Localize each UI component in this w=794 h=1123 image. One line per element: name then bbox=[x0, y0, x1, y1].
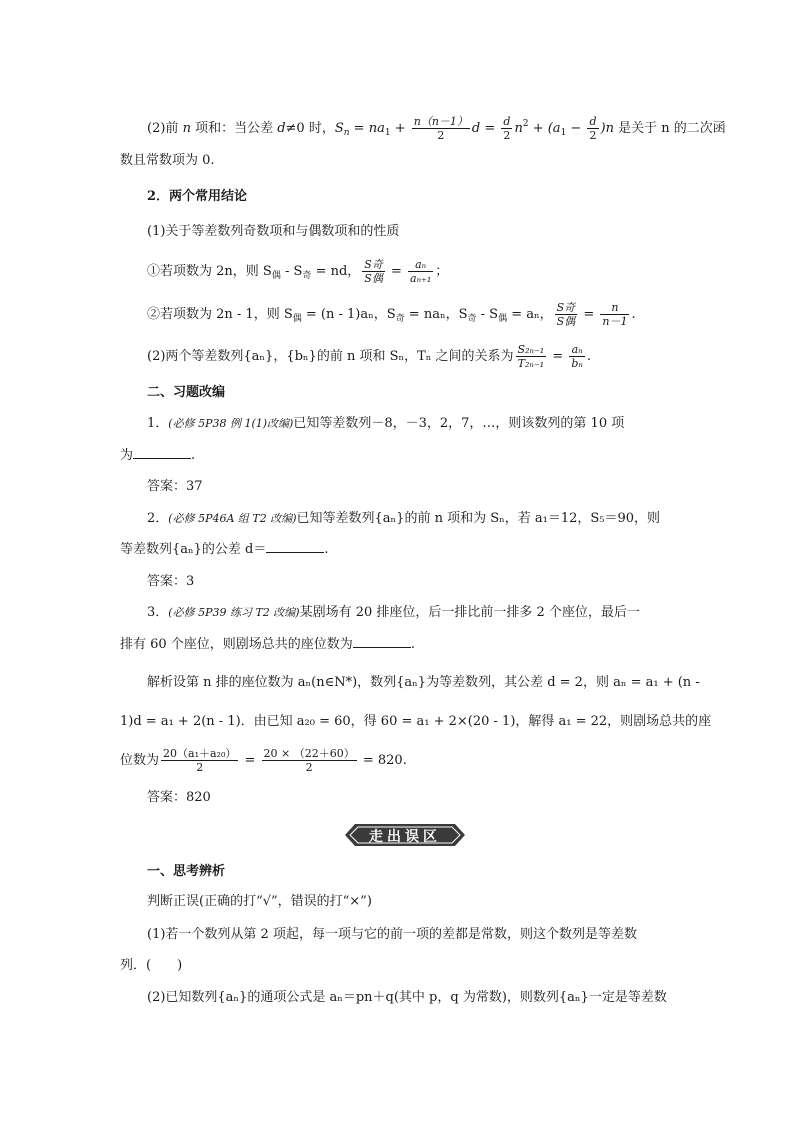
answer-1: 答案：37 bbox=[147, 479, 203, 494]
text: 是关于 n 的二次函 bbox=[613, 121, 726, 136]
text: na bbox=[368, 121, 385, 136]
fraction: $\frac{\text{20（a₁＋a₂₀）}}{2}$ bbox=[163, 747, 237, 774]
answer-blank bbox=[266, 540, 324, 553]
fraction: $\frac{d}{2}$ bbox=[503, 115, 511, 142]
text: S bbox=[334, 121, 344, 136]
paragraph-line: 数且常数项为 0. bbox=[120, 153, 215, 168]
fraction: $\frac{20 \times (22+60)}{2}$ bbox=[263, 747, 355, 774]
fraction: $\frac{n}{n-1}$ bbox=[602, 301, 628, 328]
sum-formula-line: (2)前 n 项和：当公差 d≠0 时，$S_n = na_1$ + $\frac{n(n-1)}{2}$ d = $\frac{d}{2}$ $n^2 + (a_1$ − $\frac{d}{2}$ )n 是关于 n 的二次函 bbox=[147, 115, 726, 142]
question-2-cont: 等差数列{aₙ}的公差 d＝ . bbox=[120, 542, 329, 557]
section-heading: 二、习题改编 bbox=[147, 385, 226, 400]
answer-blank bbox=[353, 635, 411, 648]
section-heading: 一、思考辨析 bbox=[147, 864, 226, 879]
text: d bbox=[471, 121, 481, 136]
conclusion-2: ②若项数为 2n - 1，则 $S_偶 = (n - 1)a_n$，$S_奇 = na_n$，$S_奇 - S_偶 = a_n$， $\frac{\text{S奇}}{\text{S偶}}$ = $\frac{n}{n-1}$ . bbox=[147, 301, 636, 328]
fraction: $\frac{\text{S₂ₙ₋₁}}{\text{T₂ₙ₋₁}}$ bbox=[517, 343, 545, 370]
text: )n bbox=[600, 121, 614, 136]
text: d bbox=[277, 121, 286, 136]
fraction: $\frac{d}{2}$ bbox=[589, 115, 597, 142]
section-banner bbox=[345, 824, 465, 846]
fraction: $\frac{\text{aₙ}}{\text{aₙ₊₁}}$ bbox=[410, 258, 432, 285]
fraction: $\frac{\text{S奇}}{\text{S偶}}$ bbox=[556, 301, 576, 328]
section-heading: 2．两个常用结论 bbox=[147, 189, 248, 204]
text: 项和：当公差 bbox=[190, 121, 278, 136]
solution-line: 解析设第 n 排的座位数为 aₙ(n∈N*)，数列{aₙ}为等差数列，其公差 d = 2，则 aₙ = a₁ + (n - bbox=[147, 675, 700, 690]
text: n bbox=[514, 121, 523, 136]
answer-2: 答案：3 bbox=[147, 574, 195, 589]
paragraph-line: (1)若一个数列从第 2 项起，每一项与它的前一项的差都是常数，则这个数列是等差数 bbox=[147, 927, 637, 942]
answer-blank bbox=[133, 446, 191, 459]
banner-label: 走出误区 bbox=[369, 829, 441, 845]
paragraph-line: (2)已知数列{aₙ}的通项公式是 aₙ＝pn＋q(其中 p，q 为常数)，则数列{aₙ}一定是等差数 bbox=[147, 990, 667, 1005]
conclusion-3: (2)两个等差数列{aₙ}，{bₙ}的前 n 项和 Sₙ，Tₙ 之间的关系为 $\frac{\text{S₂ₙ₋₁}}{\text{T₂ₙ₋₁}}$ = $\frac{\text{aₙ}}{\text{bₙ}}$ . bbox=[147, 343, 591, 370]
question-3: 3．(必修 5P39 练习 T2 改编)某剧场有 20 排座位，后一排比前一排多 2 个座位，最后一 bbox=[147, 605, 640, 620]
text: n bbox=[182, 121, 191, 136]
text: (a bbox=[547, 121, 561, 136]
text: (2)前 bbox=[147, 121, 183, 136]
question-2: 2．(必修 5P46A 组 T2 改编)已知等差数列{aₙ}的前 n 项和为 Sₙ，若 a₁＝12，S₅＝90，则 bbox=[147, 511, 661, 526]
question-1: 1．(必修 5P38 例 1(1)改编)已知等差数列－8，－3，2，7，…，则该数列的第 10 项 bbox=[147, 416, 625, 431]
text: + bbox=[528, 121, 548, 136]
question-1-cont: 为 . bbox=[120, 448, 196, 463]
text: = bbox=[480, 121, 500, 136]
text: = bbox=[349, 121, 369, 136]
text: − bbox=[566, 121, 586, 136]
paragraph-line: 列．( ) bbox=[120, 958, 183, 973]
conclusion-1: ①若项数为 2n，则 $S_偶 - S_奇$ = nd， $\frac{\text{S奇}}{\text{S偶}}$ = $\frac{\text{aₙ}}{\text{aₙ₊₁}}$ ； bbox=[147, 258, 449, 285]
solution-line: 1)d = a₁ + 2(n - 1)．由已知 a₂₀ = 60，得 60 = a₁ + 2×(20 - 1)，解得 a₁ = 22，则剧场总共的座 bbox=[120, 714, 712, 729]
fraction: $\frac{\text{aₙ}}{\text{bₙ}}$ bbox=[571, 343, 583, 370]
answer-3: 答案：820 bbox=[147, 790, 211, 805]
solution-line: 位数为 $\frac{\text{20（a₁＋a₂₀）}}{2}$ = $\frac{20 \times (22+60)}{2}$ = 820. bbox=[120, 747, 407, 774]
fraction: $\frac{\text{S奇}}{\text{S偶}}$ bbox=[364, 258, 383, 285]
text: ≠0 时， bbox=[285, 121, 335, 136]
paragraph-line: 判断正误(正确的打“√”，错误的打“×”) bbox=[147, 894, 372, 909]
text: + bbox=[390, 121, 410, 136]
question-3-cont: 排有 60 个座位，则剧场总共的座位数为 . bbox=[120, 637, 415, 652]
fraction: $\frac{n(n-1)}{2}$ bbox=[413, 115, 468, 142]
paragraph-line: (1)关于等差数列奇数项和与偶数项和的性质 bbox=[147, 224, 400, 239]
